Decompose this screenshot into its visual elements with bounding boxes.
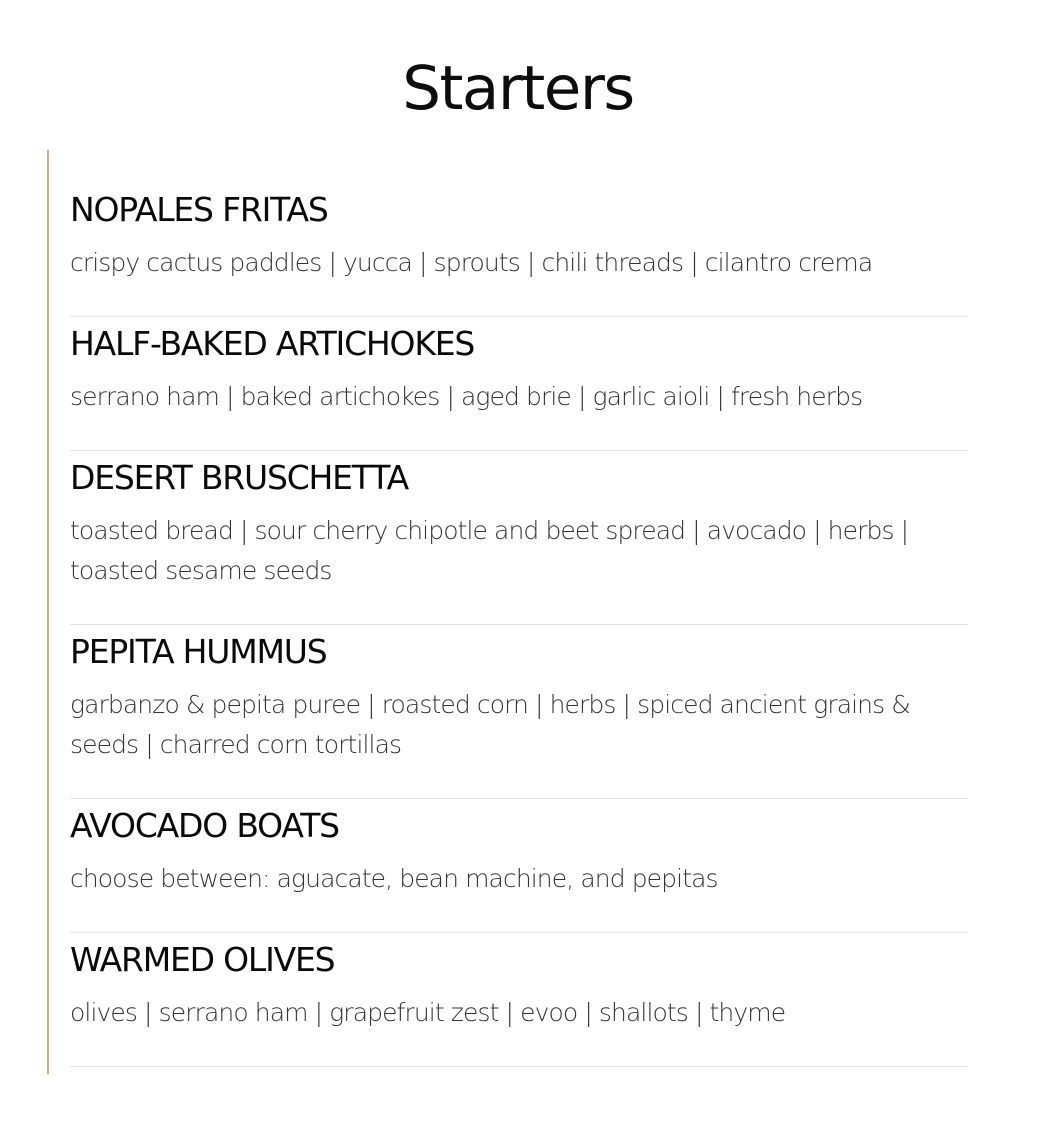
menu-item-name: PEPITA HUMMUS <box>70 632 327 671</box>
page-title: Starters <box>402 53 634 124</box>
menu-item-description: serrano ham | baked artichokes | aged brie | garlic aioli | fresh herbs <box>70 382 863 411</box>
menu-item-desert-bruschetta <box>70 451 968 625</box>
menu-item-description: garbanzo & pepita puree | roasted corn | herbs | spiced ancient grains & seeds | charred corn tortillas <box>70 690 910 759</box>
menu-item-name: HALF-BAKED ARTICHOKES <box>70 324 475 363</box>
starters-menu-list <box>70 183 968 1067</box>
menu-item-description: toasted bread | sour cherry chipotle and beet spread | avocado | herbs | toasted sesame seeds <box>70 516 909 585</box>
menu-item-name: DESERT BRUSCHETTA <box>70 458 408 497</box>
menu-item-description: choose between: aguacate, bean machine, and pepitas <box>70 864 718 893</box>
menu-item-avocado-boats <box>70 799 968 933</box>
accent-divider <box>47 150 49 1074</box>
menu-item-warmed-olives <box>70 933 968 1067</box>
menu-item-name: NOPALES FRITAS <box>70 190 328 229</box>
menu-item-description: olives | serrano ham | grapefruit zest | evoo | shallots | thyme <box>70 998 786 1027</box>
menu-item-description: crispy cactus paddles | yucca | sprouts | chili threads | cilantro crema <box>70 248 873 277</box>
menu-item-nopales-fritas <box>70 183 968 317</box>
menu-item-name: WARMED OLIVES <box>70 940 335 979</box>
menu-item-name: AVOCADO BOATS <box>70 806 339 845</box>
menu-item-pepita-hummus <box>70 625 968 799</box>
menu-item-half-baked-artichokes <box>70 317 968 451</box>
